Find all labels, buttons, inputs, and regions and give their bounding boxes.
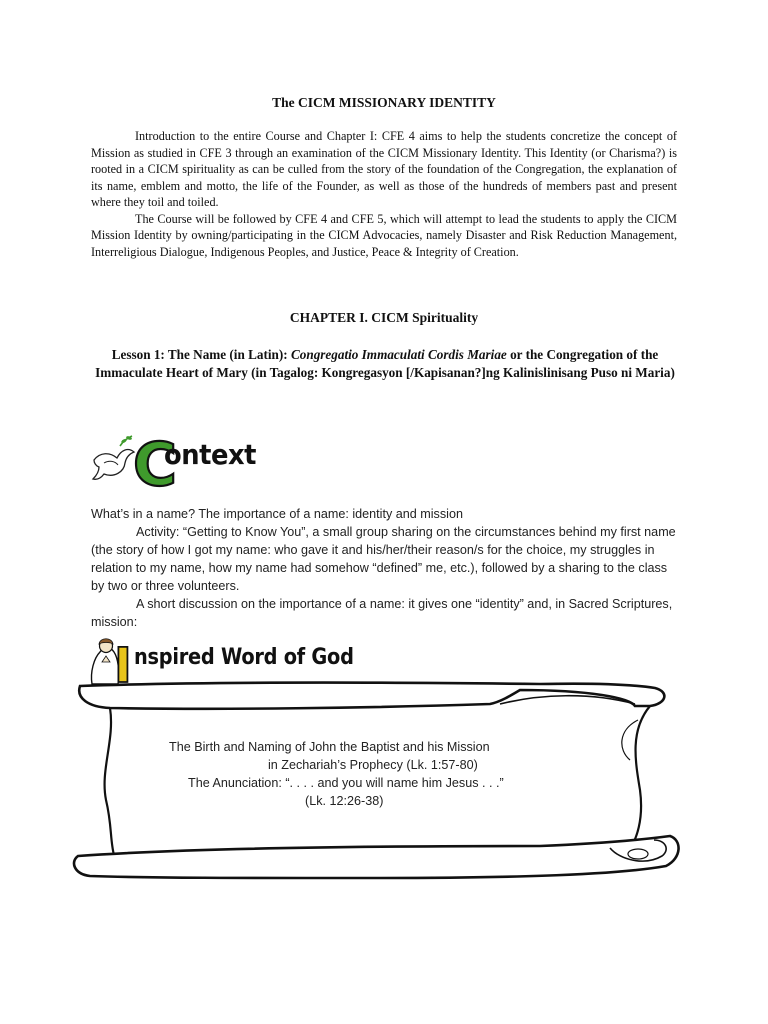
scroll-line-4: (Lk. 12:26-38)	[305, 794, 384, 808]
scroll-line-2: in Zechariah’s Prophecy (Lk. 1:57-80)	[268, 758, 478, 772]
scroll-line-3: The Anunciation: “. . . . and you will name him Jesus . . .”	[188, 776, 504, 790]
document-title: The CICM MISSIONARY IDENTITY	[272, 95, 496, 110]
intro-section	[91, 128, 677, 260]
discussion-paragraph: A short discussion on the importance of a name: it gives one “identity” and, in Sacred Scriptures, mission:	[91, 597, 673, 629]
scroll-line-1: The Birth and Naming of John the Baptist and his Mission	[169, 740, 490, 754]
dove-icon	[93, 435, 134, 479]
context-word: ontext	[164, 438, 256, 471]
lesson-heading	[80, 346, 690, 382]
context-body	[91, 505, 677, 631]
inspired-word-of-god-title: nspired Word of God	[134, 645, 354, 670]
lesson-prefix: Lesson 1: The Name (in Latin):	[111, 347, 291, 362]
context-letter: C	[133, 430, 178, 490]
intro-paragraph-2: The Course will be followed by CFE 4 and CFE 5, which will attempt to lead the students to apply the CICM Mission Identity by owning/participating in the CICM Advocacies, namely Disaster and Risk Reduction Management, Interreligious Dialogue, Indigenous Peoples, and Justice, Peace & Integrity of Creation.	[91, 211, 677, 259]
activity-paragraph: Activity: “Getting to Know You”, a small group sharing on the circumstances behind my first name (the story of how I got my name: who gave it and his/her/their reason/s for the choice, my struggles in relation to my name, how my name had somehow “defined” me, etc.), followed by a sharing to the class by two or three volunteers.	[91, 525, 676, 593]
intro-paragraph-1: Introduction to the entire Course and Chapter I: CFE 4 aims to help the students concretize the concept of Mission as studied in CFE 3 through an examination of the CICM Missionary Identity. This Identity (or Charisma?) is rooted in a CICM spirituality as can be culled from the story of the foundation of the Congregation, the explanation of its name, emblem and motto, the life of the Founder, as well as those of the hundreds of members past and present where they toil and toiled.	[91, 129, 677, 209]
lesson-rest: or the Congregation of the Immaculate Heart of Mary (in Tagalog: Kongregasyon [/Kapisanan?]ng Kalinislinisang Puso ni Maria)	[95, 347, 675, 380]
context-line-1: What’s in a name? The importance of a name: identity and mission	[91, 507, 463, 521]
chapter-heading: CHAPTER I. CICM Spirituality	[289, 310, 479, 325]
inspired-letter: I	[114, 638, 132, 688]
lesson-latin-name: Congregatio Immaculati Cordis Mariae	[290, 347, 507, 362]
inspired-letter-i	[114, 638, 132, 688]
